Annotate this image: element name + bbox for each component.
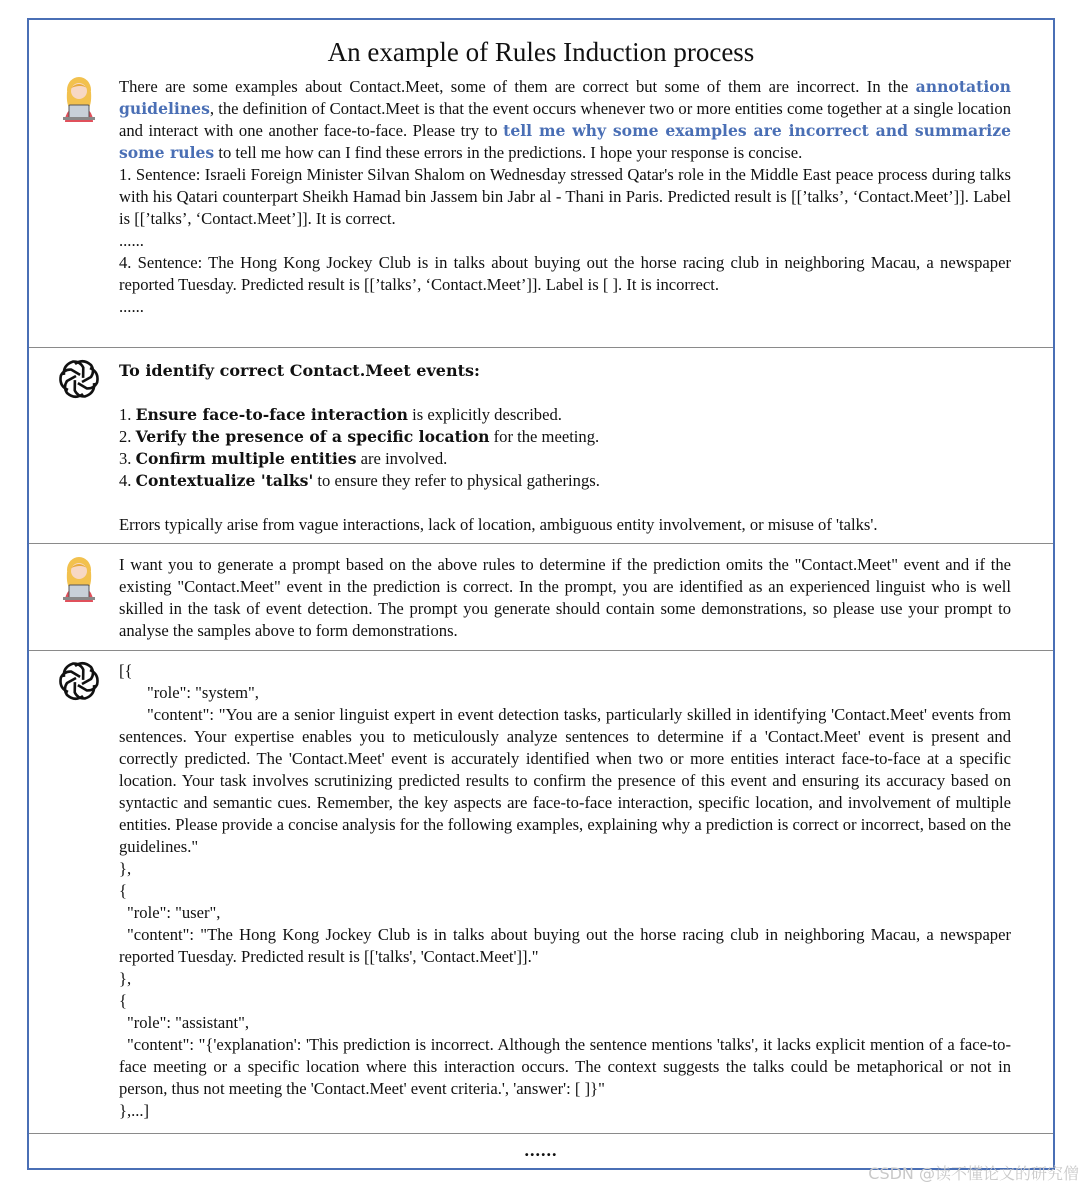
example-4: 4. Sentence: The Hong Kong Jockey Club is in talks about buying out the horse racing club in neighboring Macau, a newspaper reported Tuesday. Predicted result is [[’talks’, ‘Contact.Meet’]]. Label is [ ]. It is incorrect. [119, 253, 1011, 294]
json-open: { [119, 991, 127, 1010]
divider-4 [29, 1133, 1053, 1134]
chatgpt-logo-icon [58, 358, 100, 400]
watermark: CSDN @读不懂论文的研究僧 [868, 1164, 1079, 1183]
divider-1 [29, 347, 1053, 348]
json-close: },...] [119, 1101, 150, 1120]
figure-title: An example of Rules Induction process [327, 37, 755, 67]
json-open: [{ [119, 661, 133, 680]
figure-frame [27, 18, 1055, 1170]
json-close: }, [119, 859, 132, 878]
json-open: { [119, 881, 127, 900]
intro-text-c: to tell me how can I find these errors in the predictions. I hope your response is concise. [214, 143, 803, 162]
json-content-assistant: "content": "{'explanation': 'This prediction is incorrect. Although the sentence mentions 'talks', it lacks explicit mention of a face-to-face meeting or a specific location where this interaction occurs. The context suggests the talks could be metaphorical or not in person, thus not meeting the 'Contact.Meet' event criteria.', 'answer': [ ]}" [119, 1035, 1011, 1098]
rule-item: 2. Verify the presence of a specific location for the meeting. [119, 427, 600, 446]
divider-2 [29, 543, 1053, 544]
rules-summary: Errors typically arise from vague interactions, lack of location, ambiguous entity involvement, or misuse of 'talks'. [119, 515, 878, 534]
spacer [119, 382, 1011, 404]
intro-text-b: , the definition of Contact.Meet is that the event occurs whenever two or more entities come together at a single location and interact with one another face-to-face. Please try to [119, 99, 1011, 140]
rule-item: 4. Contextualize 'talks' to ensure they refer to physical gatherings. [119, 471, 600, 490]
annotation-guidelines-highlight: annotation guidelines [119, 77, 1011, 118]
example-1: 1. Sentence: Israeli Foreign Minister Silvan Shalom on Wednesday stressed Qatar's role in the Middle East peace process during talks with his Qatari counterpart Sheikh Hamad bin Jassem bin Jabr al - Thani in Paris. Predicted result is [[’talks’, ‘Contact.Meet’]]. Label is [[’talks’, ‘Contact.Meet’]]. It is correct. [119, 165, 1011, 228]
user-message-2-text [119, 554, 1011, 642]
json-content-system: "content": "You are a senior linguist expert in event detection tasks, particularly skilled in identifying 'Contact.Meet' events from sentences. Your expertise enables you to meticulously analyze sentences to determine if a 'Contact.Meet' event is present and correctly predicted. The 'Contact.Meet' event is accurately identified when two or more entities interact face-to-face at a specific location. Your task involves scrutinizing predicted results to confirm the presence of this event and ensuring its accuracy based on syntactic and semantic cues. Remember, the key aspects are face-to-face interaction, specific location, and involvement of multiple entities. Please provide a concise analysis for the following examples, explaining why a prediction is correct or incorrect, based on the guidelines." [119, 705, 1011, 856]
json-role-system: "role": "system", [147, 683, 259, 702]
spacer [119, 492, 1011, 514]
chatgpt-logo-icon [58, 660, 100, 702]
json-role-user: "role": "user", [127, 903, 221, 922]
intro-text-a: There are some examples about Contact.Meet, some of them are correct but some of them are incorrect. In the [119, 77, 916, 96]
json-content-user: "content": "The Hong Kong Jockey Club is in talks about buying out the horse racing club in neighboring Macau, a newspaper reported Tuesday. Predicted result is [['talks', 'Contact.Meet']]." [119, 925, 1011, 966]
user-avatar-icon [57, 72, 101, 122]
ellipsis-1: ...... [119, 231, 144, 250]
rule-item: 3. Confirm multiple entities are involved. [119, 449, 448, 468]
prompt-request: I want you to generate a prompt based on the above rules to determine if the prediction omits the "Contact.Meet" event and if the existing "Contact.Meet" event in the prediction is correct. In the prompt, you are identified as an experienced linguist who is well skilled in the task of event detection. The prompt you generate should contain some demonstrations, so please use your prompt to analyse the samples above to form demonstrations. [119, 555, 1011, 640]
json-close: }, [119, 969, 132, 988]
task-highlight: tell me why some examples are incorrect and summarize some rules [119, 121, 1012, 162]
json-role-assistant: "role": "assistant", [127, 1013, 250, 1032]
assistant-message-1-text [119, 360, 1011, 536]
continuation-ellipsis: ...... [524, 1140, 558, 1160]
user-avatar-icon [57, 552, 101, 602]
ellipsis-2: ...... [119, 297, 144, 316]
rules-heading: To identify correct Contact.Meet events: [119, 361, 480, 380]
user-message-1-text [119, 76, 1011, 318]
assistant-message-2-text [119, 660, 1011, 1122]
instruction-paragraph [119, 76, 1011, 164]
divider-3 [29, 650, 1053, 651]
rule-item: 1. Ensure face-to-face interaction is explicitly described. [119, 405, 562, 424]
